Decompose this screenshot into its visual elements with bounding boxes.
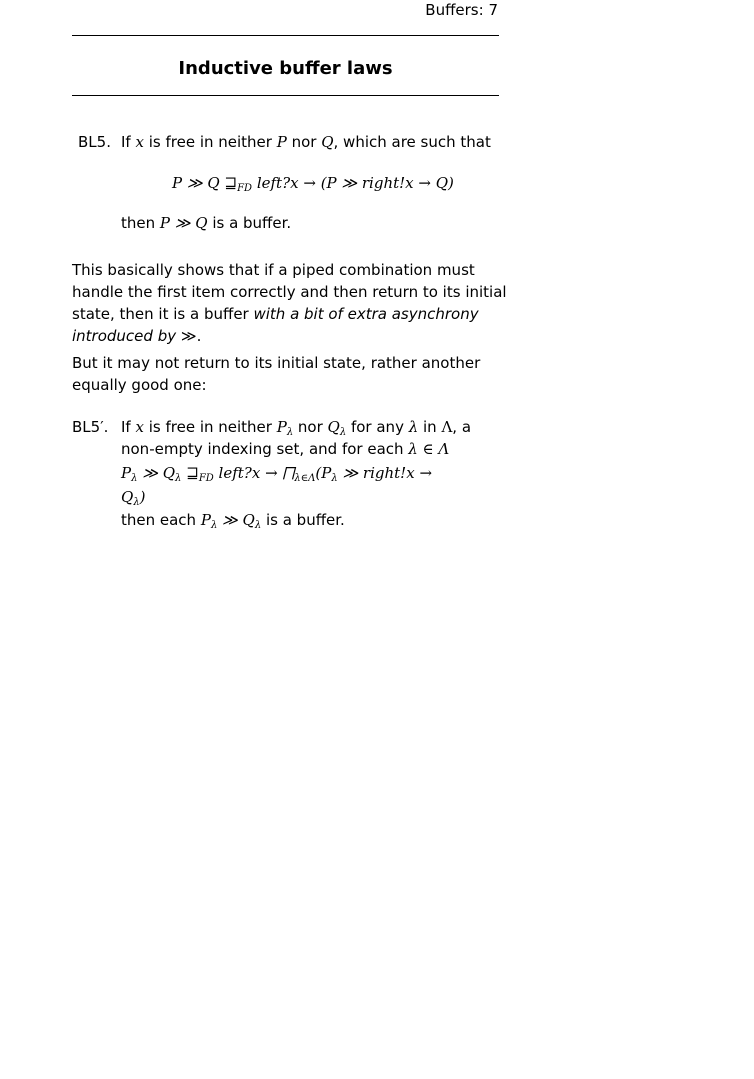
para1-line-2: handle the first item correctly and then return to its initial: [72, 283, 507, 301]
bl5prime-formula-cont: $Q_\lambda$): [121, 488, 146, 508]
bl5-line-3: then P ≫ Q is a buffer.: [121, 214, 292, 232]
bl5-formula: P ≫ Q $⊒_{FD}$ left?x → (P ≫ right!x → Q): [172, 174, 454, 194]
bl5-label: BL5.: [78, 133, 111, 151]
bl5prime-label: BL5′.: [72, 418, 109, 436]
bl5prime-line-1: If x is free in neither $P_\lambda$ nor $Q_\lambda$ for any λ in Λ, a: [121, 418, 472, 438]
bl5prime-line-5: then each $P_\lambda$ ≫ $Q_\lambda$ is a buffer.: [121, 511, 345, 531]
running-head: Buffers: 7: [425, 1, 498, 19]
title-rule: [72, 95, 499, 96]
bl5prime-formula: $P_\lambda$ ≫ $Q_\lambda$ $⊒_{FD}$ left?x → $⨅_{\lambda\in\Lambda}(P_\lambda$ ≫ right!x →: [121, 464, 433, 484]
para1-line-3: state, then it is a buffer with a bit of extra asynchrony: [72, 305, 479, 323]
para1-line-1: This basically shows that if a piped combination must: [72, 261, 475, 279]
para2-line-2: equally good one:: [72, 376, 207, 394]
bl5-line-1: If x is free in neither P nor Q, which are such that: [121, 133, 491, 151]
page-title: Inductive buffer laws: [178, 58, 393, 79]
para2-line-1: But it may not return to its initial state, rather another: [72, 354, 481, 372]
bl5prime-line-2: non-empty indexing set, and for each λ ∈ Λ: [121, 440, 450, 458]
para1-line-4: introduced by ≫.: [72, 327, 202, 345]
top-rule: [72, 35, 499, 36]
